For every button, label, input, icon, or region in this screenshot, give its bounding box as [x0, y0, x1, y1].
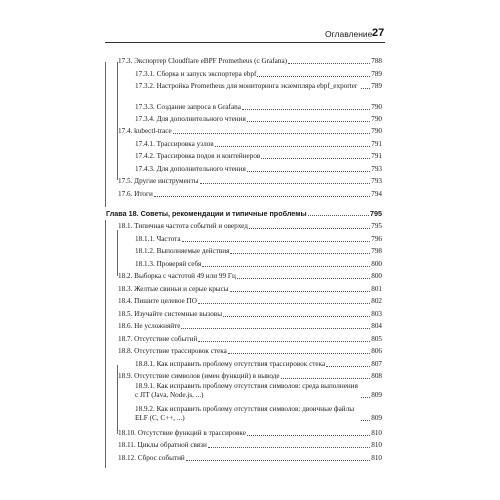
- toc-entry[interactable]: [118, 335, 382, 344]
- toc-entry-page: 793: [371, 177, 382, 185]
- toc-entry-title: 17.4. kubectl-trace: [118, 127, 172, 135]
- dot-leader: [154, 196, 370, 197]
- dot-leader: [308, 215, 369, 216]
- toc-entry[interactable]: [118, 222, 382, 231]
- dot-leader: [181, 328, 370, 329]
- toc-entry-title: 17.3.4. Для дополнительного чтения: [135, 115, 246, 123]
- toc-entry-title: 17.3. Экспортер Cloudflare eBPF Prometheus (с Grafana): [118, 57, 288, 65]
- toc-entry-title: 18.1.1. Частота: [135, 235, 181, 243]
- toc-entry-title: 18.2. Выборка с частотой 49 или 99 Гц: [118, 272, 236, 280]
- toc-entry-title: 18.1.3. Проверяй себя: [135, 260, 202, 268]
- toc-entry[interactable]: [135, 260, 382, 269]
- toc-entry[interactable]: [135, 247, 382, 256]
- toc-entry-title: 17.4.1. Трассировка узлов: [135, 140, 214, 148]
- toc-entry-page: 788: [371, 57, 382, 65]
- dot-leader: [215, 146, 371, 147]
- toc-entry-title: 17.3.3. Создание запроса в Grafana: [135, 103, 241, 111]
- dot-leader: [242, 109, 370, 110]
- dot-leader: [281, 378, 371, 379]
- toc-entry-page: 807: [371, 360, 382, 368]
- dot-leader: [361, 397, 370, 398]
- toc-entry-page: 805: [371, 335, 382, 343]
- toc-entry-title: 18.5. Изучайте системные вызовы: [118, 310, 223, 318]
- toc-entry-page: 810: [371, 429, 382, 437]
- toc-entry-title: 17.3.1. Сборка и запуск экспортера ebpf: [135, 70, 257, 78]
- toc-entry-title: 18.9. Отсутствие символов (имен функций) в выводе: [118, 372, 280, 380]
- dot-leader: [173, 133, 371, 134]
- toc-entry-page: 795: [371, 222, 382, 230]
- toc-entry[interactable]: [135, 152, 382, 161]
- toc-entry-title: 17.6. Итоги: [118, 190, 153, 198]
- toc-entry-title: 18.9.1. Как исправить проблему отсутствия символов: среда выполнения с JIT (Java, Node.js, ...): [135, 382, 358, 399]
- dot-leader: [223, 316, 370, 317]
- toc-entry-title: Глава 18. Советы, рекомендации и типичные проблемы: [106, 209, 307, 218]
- toc-entry-page: 790: [371, 127, 382, 135]
- toc-entry[interactable]: [118, 441, 382, 450]
- toc-entry-page: 809: [371, 391, 382, 399]
- toc-entry-page: 789: [371, 82, 382, 90]
- toc-entry-title: 18.7. Отсутствие событий: [118, 335, 198, 343]
- toc-entry[interactable]: [118, 177, 382, 186]
- toc-entry[interactable]: [118, 285, 382, 294]
- tree-line: [105, 220, 106, 468]
- toc-entry-page: 806: [371, 347, 382, 355]
- toc-entry[interactable]: [118, 310, 382, 319]
- toc-entry-title: 18.1. Типичная частота событий и оверхед: [118, 222, 248, 230]
- toc-entry[interactable]: [118, 127, 382, 136]
- dot-leader: [198, 341, 370, 342]
- toc-entry-page: 808: [371, 372, 382, 380]
- toc-entry-page: 810: [371, 441, 382, 449]
- toc-entry-page: 791: [371, 140, 382, 148]
- dot-leader: [247, 121, 370, 122]
- dot-leader: [257, 76, 370, 77]
- toc-entry[interactable]: [135, 103, 382, 112]
- dot-leader: [261, 158, 370, 159]
- toc-entry-title: 17.3.2. Настройка Prometheus для мониторинга экземпляра ebpf_exporter: [135, 82, 358, 90]
- toc-entry-title: 18.9.2. Как исправить проблему отсутствия символов: двоичные файлы ELF (C, C++, ...): [135, 405, 355, 422]
- toc-entry-page: 804: [371, 322, 382, 330]
- dot-leader: [361, 88, 370, 89]
- dot-leader: [288, 63, 370, 64]
- dot-leader: [198, 303, 370, 304]
- toc-entry-title: 18.11. Циклы обратной связи: [118, 441, 207, 449]
- toc-entry-page: 789: [371, 70, 382, 78]
- toc-entry-page: 790: [371, 115, 382, 123]
- dot-leader: [247, 171, 370, 172]
- toc-entry[interactable]: [135, 235, 382, 244]
- dot-leader: [249, 228, 370, 229]
- toc-entry-page: 801: [371, 285, 382, 293]
- page-number: 27: [372, 27, 385, 39]
- toc-entry[interactable]: [135, 115, 382, 124]
- toc-entry-page: 809: [371, 414, 382, 422]
- tree-line: [117, 132, 118, 180]
- toc-entry-title: 18.1.2. Выполняемые действия: [135, 247, 230, 255]
- toc-entry-title: 18.6. Не усложняйте: [118, 322, 181, 330]
- toc-entry[interactable]: [135, 140, 382, 149]
- toc-entry-title: 18.12. Сброс событий: [118, 454, 185, 462]
- toc-entry-page: 802: [371, 297, 382, 305]
- toc-entry-page: 795: [370, 209, 382, 218]
- running-header-title: Оглавление: [325, 29, 373, 39]
- toc-entry-page: 791: [371, 152, 382, 160]
- toc-entry-page: 794: [371, 190, 382, 198]
- dot-leader: [230, 291, 371, 292]
- tree-line: [117, 384, 118, 434]
- toc-entry[interactable]: [118, 57, 382, 66]
- toc-entry[interactable]: [118, 297, 382, 306]
- dot-leader: [186, 460, 370, 461]
- toc-entry-title: 18.8. Отсутствие трассировок стека: [118, 347, 227, 355]
- toc-entry[interactable]: [118, 372, 382, 381]
- toc-entry-page: 798: [371, 247, 382, 255]
- dot-leader: [230, 253, 370, 254]
- toc-entry[interactable]: [135, 165, 382, 174]
- toc-entry-title: 17.4.3. Для дополнительного чтения: [135, 165, 246, 173]
- tree-line: [117, 62, 118, 132]
- dot-leader: [202, 266, 370, 267]
- toc-entry[interactable]: [118, 322, 382, 331]
- toc-entry-page: 810: [371, 454, 382, 462]
- toc-entry[interactable]: [118, 190, 382, 199]
- toc-chapter-heading[interactable]: [106, 209, 382, 218]
- toc-entry-page: 800: [371, 260, 382, 268]
- dot-leader: [237, 278, 370, 279]
- tree-line: [105, 62, 106, 207]
- toc-entry-page: 803: [371, 310, 382, 318]
- toc-entry-title: 18.4. Пишите целевое ПО: [118, 297, 197, 305]
- toc-entry-page: 793: [371, 165, 382, 173]
- toc-entry[interactable]: [135, 360, 382, 369]
- dot-leader: [247, 435, 370, 436]
- toc-entry[interactable]: [135, 382, 382, 400]
- toc-entry-title: 17.5. Другие инструменты: [118, 177, 199, 185]
- toc-entry[interactable]: [118, 429, 382, 438]
- toc-entry[interactable]: [135, 70, 382, 79]
- toc-entry-title: 18.3. Желтые свиньи и серые крысы: [118, 285, 229, 293]
- dot-leader: [228, 353, 370, 354]
- dot-leader: [208, 447, 370, 448]
- toc-entry[interactable]: [135, 405, 382, 423]
- toc-entry-title: 18.10. Отсутствие функций в трассировке: [118, 429, 246, 437]
- toc-entry-title: 17.4.2. Трассировка подов и контейнеров: [135, 152, 261, 160]
- dot-leader: [326, 366, 370, 367]
- toc-entry-page: 796: [371, 235, 382, 243]
- toc-entry-page: 790: [371, 103, 382, 111]
- toc-entry-page: 800: [371, 272, 382, 280]
- toc-entry[interactable]: [135, 82, 382, 91]
- toc-entry[interactable]: [118, 454, 382, 463]
- toc-entry-title: 18.8.1. Как исправить проблему отсутствия трассировок стека: [135, 360, 326, 368]
- toc-entry[interactable]: [118, 347, 382, 356]
- dot-leader: [361, 420, 370, 421]
- tree-line: [117, 230, 118, 276]
- dot-leader: [200, 183, 371, 184]
- dot-leader: [182, 241, 371, 242]
- toc-entry[interactable]: [118, 272, 382, 281]
